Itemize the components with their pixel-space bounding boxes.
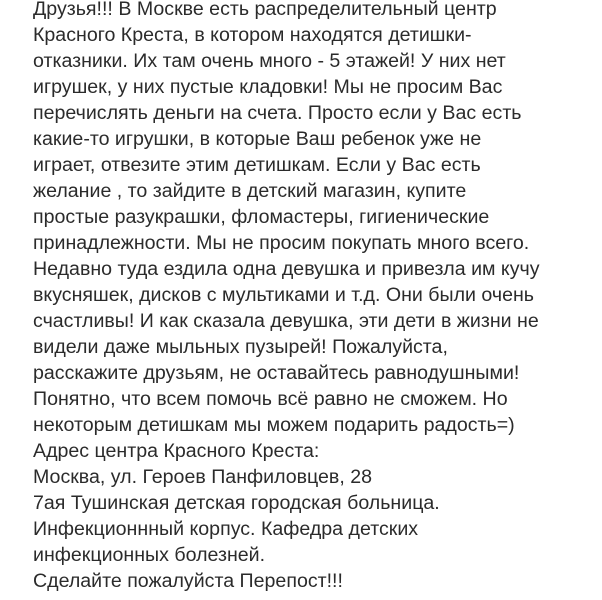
text-line: Понятно, что всем помочь всё равно не сможем. Но [33, 388, 508, 410]
text-line: перечислять деньги на счета. Просто если у Вас есть [33, 102, 522, 124]
text-line: Недавно туда ездила одна девушка и привезла им кучу [33, 258, 540, 280]
text-line: счастливы! И как сказала девушка, эти дети в жизни не [33, 310, 539, 332]
text-line: принадлежности. Мы не просим покупать много всего. [33, 232, 530, 254]
text-line: простые разукрашки, фломастеры, гигиенические [33, 206, 490, 228]
text-line: расскажите друзьям, не оставайтесь равнодушными! [33, 362, 520, 384]
text-line: желание , то зайдите в детский магазин, купите [33, 180, 467, 202]
text-line: Красного Креста, в котором находятся детишки- [33, 24, 472, 46]
text-line: 7ая Тушинская детская городская больница. [33, 492, 440, 514]
text-line: Сделайте пожалуйста Перепост!!! [33, 570, 343, 592]
text-line: видели даже мыльных пузырей! Пожалуйста, [33, 336, 448, 358]
text-line: Адрес центра Красного Креста: [33, 440, 320, 462]
text-line: играет, отвезите этим детишкам. Если у Вас есть [33, 154, 481, 176]
text-line: Друзья!!! В Москве есть распределительный центр [33, 0, 497, 20]
text-line: отказники. Их там очень много - 5 этажей! У них нет [33, 50, 506, 72]
text-line: некоторым детишкам мы можем подарить радость=) [33, 414, 515, 436]
text-line: Инфекционнный корпус. Кафедра детских [33, 518, 419, 540]
text-line: какие-то игрушки, в которые Ваш ребенок уже не [33, 128, 482, 150]
text-line: игрушек, у них пустые кладовки! Мы не просим Вас [33, 76, 503, 98]
text-line: вкусняшек, дисков с мультиками и т.д. Они были очень [33, 284, 535, 306]
text-line: инфекционных болезней. [33, 544, 266, 566]
text-line: Москва, ул. Героев Панфиловцев, 28 [33, 466, 373, 488]
